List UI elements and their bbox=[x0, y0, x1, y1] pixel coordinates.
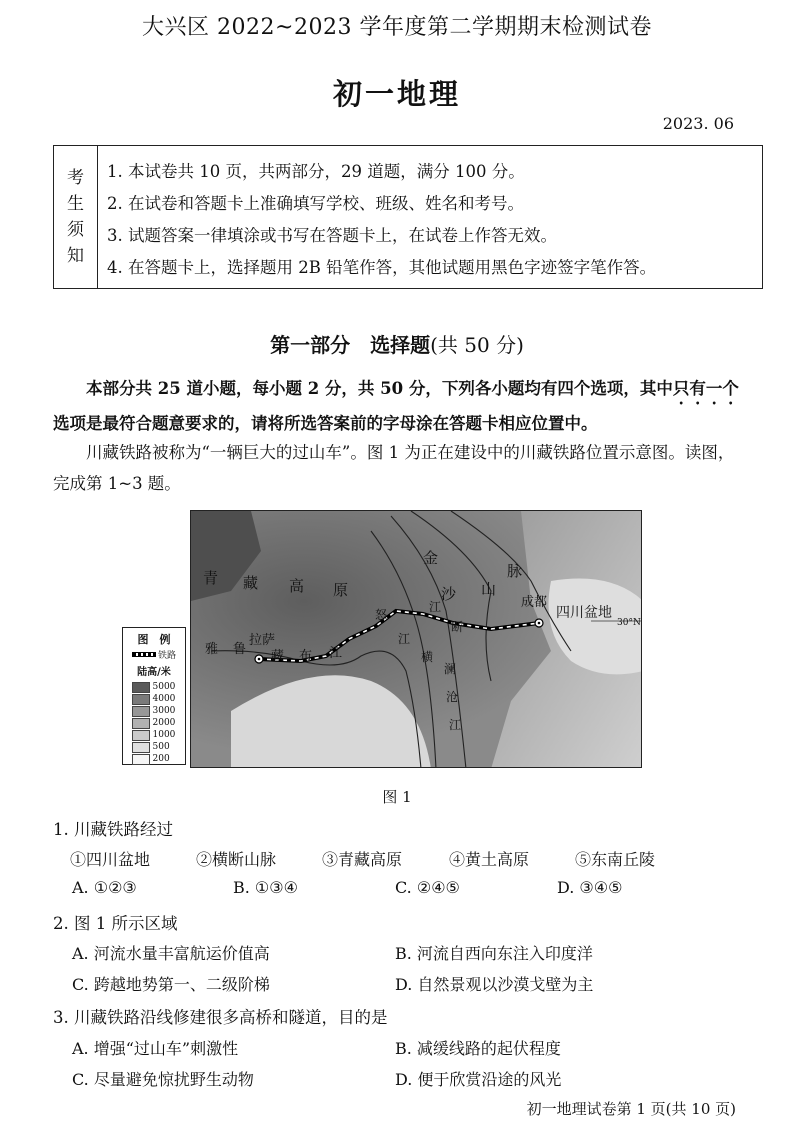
legend-rail-row bbox=[123, 648, 185, 661]
question-1-option[interactable]: C. ②④⑤ bbox=[395, 878, 460, 897]
legend-elevation-row bbox=[123, 729, 185, 741]
notice-item: 3. 试题答案一律填涂或书写在答题卡上，在试卷上作答无效。 bbox=[107, 226, 557, 245]
label-jinsha: 金 bbox=[423, 549, 439, 567]
label-nu: 江 bbox=[398, 632, 411, 646]
instructions-before: 本部分共 25 道小题，每小题 2 分，共 50 分，下列各小题均有四个选项，其中 bbox=[86, 379, 673, 398]
label-hengduan: 横 bbox=[421, 650, 434, 664]
page-title: 初一地理 bbox=[332, 77, 461, 111]
label-lancang: 澜 bbox=[444, 662, 457, 676]
question-3-option[interactable]: C. 尽量避免惊扰野生动物 bbox=[72, 1070, 254, 1089]
label-yarlung: 雅 bbox=[205, 642, 219, 657]
question-3-option[interactable]: A. 增强“过山车”刺激性 bbox=[72, 1039, 239, 1058]
notice-item: 4. 在答题卡上，选择题用 2B 铅笔作答，其他试题用黑色字迹签字笔作答。 bbox=[107, 258, 657, 277]
notice-side-char: 知 bbox=[67, 246, 84, 266]
chengdu-marker-dot bbox=[538, 622, 541, 625]
label-yarlung: 布 bbox=[299, 649, 313, 664]
notice-items bbox=[98, 146, 762, 288]
question-1-stem: 1. 川藏铁路经过 bbox=[53, 820, 173, 839]
legend-elevation-swatch bbox=[132, 694, 150, 705]
notice-box bbox=[53, 145, 763, 289]
legend-rail-symbol bbox=[132, 652, 156, 657]
label-yarlung: 藏 bbox=[271, 649, 285, 664]
notice-side-label bbox=[54, 146, 98, 288]
instructions-emphasis: 只有一个 bbox=[672, 379, 739, 398]
question-1-item: ⑤东南丘陵 bbox=[575, 850, 656, 869]
legend-elevation-swatch bbox=[132, 730, 150, 741]
legend-elevation-row bbox=[123, 753, 185, 765]
notice-item: 1. 本试卷共 10 页，共两部分，29 道题，满分 100 分。 bbox=[107, 162, 525, 181]
legend-elevation-label: 1000 bbox=[152, 730, 176, 740]
legend-elevation-swatch bbox=[132, 706, 150, 717]
label-hengduan: 断 bbox=[451, 620, 464, 634]
label-lancang: 沧 bbox=[446, 690, 459, 704]
question-3-option[interactable]: D. 便于欣赏沿途的风光 bbox=[395, 1070, 562, 1089]
lhasa-marker-dot bbox=[258, 658, 261, 661]
railway-map bbox=[190, 510, 642, 768]
figure-caption: 图 1 bbox=[382, 788, 412, 806]
question-1-option[interactable]: B. ①③④ bbox=[233, 878, 298, 897]
exam-header: 大兴区 2022~2023 学年度第二学期期末检测试卷 bbox=[142, 15, 652, 40]
part-instructions bbox=[53, 373, 743, 440]
label-latitude: 30°N bbox=[617, 618, 641, 628]
legend-elevation-label: 5000 bbox=[152, 682, 176, 692]
question-2-stem: 2. 图 1 所示区域 bbox=[53, 914, 178, 933]
legend-elevation-swatch bbox=[132, 682, 150, 693]
instructions-after: 选项是最符合题意要求的，请将所选答案前的字母涂在答题卡相应位置中。 bbox=[53, 414, 598, 433]
label-lancang: 江 bbox=[449, 718, 462, 732]
label-qinghai-tibet: 原 bbox=[333, 581, 349, 599]
legend-elevation-label: 3000 bbox=[152, 706, 176, 716]
legend-elevation-swatch bbox=[132, 754, 150, 765]
notice-side-char: 生 bbox=[67, 194, 84, 214]
legend-elevation-row bbox=[123, 717, 185, 729]
legend-elevation-label: 2000 bbox=[152, 718, 176, 728]
legend-elevation-label: 4000 bbox=[152, 694, 176, 704]
label-hengduan: 山 bbox=[481, 580, 497, 598]
question-3-option[interactable]: B. 减缓线路的起伏程度 bbox=[395, 1039, 561, 1058]
label-jinsha: 沙 bbox=[441, 585, 457, 603]
legend-elevation-swatch bbox=[132, 742, 150, 753]
label-lhasa: 拉萨 bbox=[249, 633, 276, 648]
label-yarlung: 江 bbox=[329, 646, 343, 661]
question-1-item: ①四川盆地 bbox=[70, 850, 151, 869]
question-2-option[interactable]: B. 河流自西向东注入印度洋 bbox=[395, 944, 593, 963]
legend-elevation-row bbox=[123, 741, 185, 753]
legend-title: 图 例 bbox=[137, 633, 171, 646]
question-2-option[interactable]: D. 自然景观以沙漠戈壁为主 bbox=[395, 975, 594, 994]
question-1-option[interactable]: D. ③④⑤ bbox=[557, 878, 623, 897]
part-heading-main: 第一部分 选择题 bbox=[270, 333, 431, 357]
reading-passage: 川藏铁路被称为“一辆巨大的过山车”。图 1 为正在建设中的川藏铁路位置示意图。读图，完成第 1~3 题。 bbox=[53, 443, 735, 493]
legend-elevation-title: 陆高/米 bbox=[137, 667, 171, 678]
label-yarlung: 鲁 bbox=[233, 642, 247, 657]
exam-date: 2023. 06 bbox=[662, 114, 734, 133]
label-qinghai-tibet: 青 bbox=[203, 569, 219, 587]
map-legend-box bbox=[122, 627, 186, 765]
label-nu: 怒 bbox=[375, 608, 388, 622]
question-1-item: ③青藏高原 bbox=[322, 850, 403, 869]
label-jinsha: 江 bbox=[429, 600, 442, 614]
legend-elevation-label: 500 bbox=[152, 742, 170, 752]
legend-elevation-label: 200 bbox=[152, 754, 170, 764]
legend-elevation-row bbox=[123, 693, 185, 705]
question-3-stem: 3. 川藏铁路沿线修建很多高桥和隧道，目的是 bbox=[53, 1008, 388, 1027]
legend-elevation-row bbox=[123, 681, 185, 693]
page-footer: 初一地理试卷第 1 页(共 10 页) bbox=[526, 1100, 736, 1118]
part-heading-points: (共 50 分) bbox=[430, 333, 524, 357]
legend-elevation-swatch bbox=[132, 718, 150, 729]
question-1-item: ④黄土高原 bbox=[449, 850, 530, 869]
question-2-option[interactable]: A. 河流水量丰富航运价值高 bbox=[72, 944, 270, 963]
label-qinghai-tibet: 藏 bbox=[243, 574, 259, 592]
notice-side-char: 须 bbox=[67, 220, 84, 240]
map-svg bbox=[191, 511, 642, 768]
legend-levels bbox=[123, 681, 185, 765]
label-hengduan: 脉 bbox=[507, 562, 523, 580]
legend-rail-label: 铁路 bbox=[157, 651, 176, 661]
label-qinghai-tibet: 高 bbox=[289, 577, 305, 595]
label-sichuan-basin: 四川盆地 bbox=[556, 605, 612, 621]
notice-side-char: 考 bbox=[67, 168, 84, 188]
legend-elevation-row bbox=[123, 705, 185, 717]
question-1-option[interactable]: A. ①②③ bbox=[72, 878, 137, 897]
notice-item: 2. 在试卷和答题卡上准确填写学校、班级、姓名和考号。 bbox=[107, 194, 524, 213]
part-heading bbox=[0, 329, 794, 358]
question-1-item: ②横断山脉 bbox=[196, 850, 277, 869]
label-chengdu: 成都 bbox=[521, 595, 548, 610]
question-2-option[interactable]: C. 跨越地势第一、二级阶梯 bbox=[72, 975, 270, 994]
